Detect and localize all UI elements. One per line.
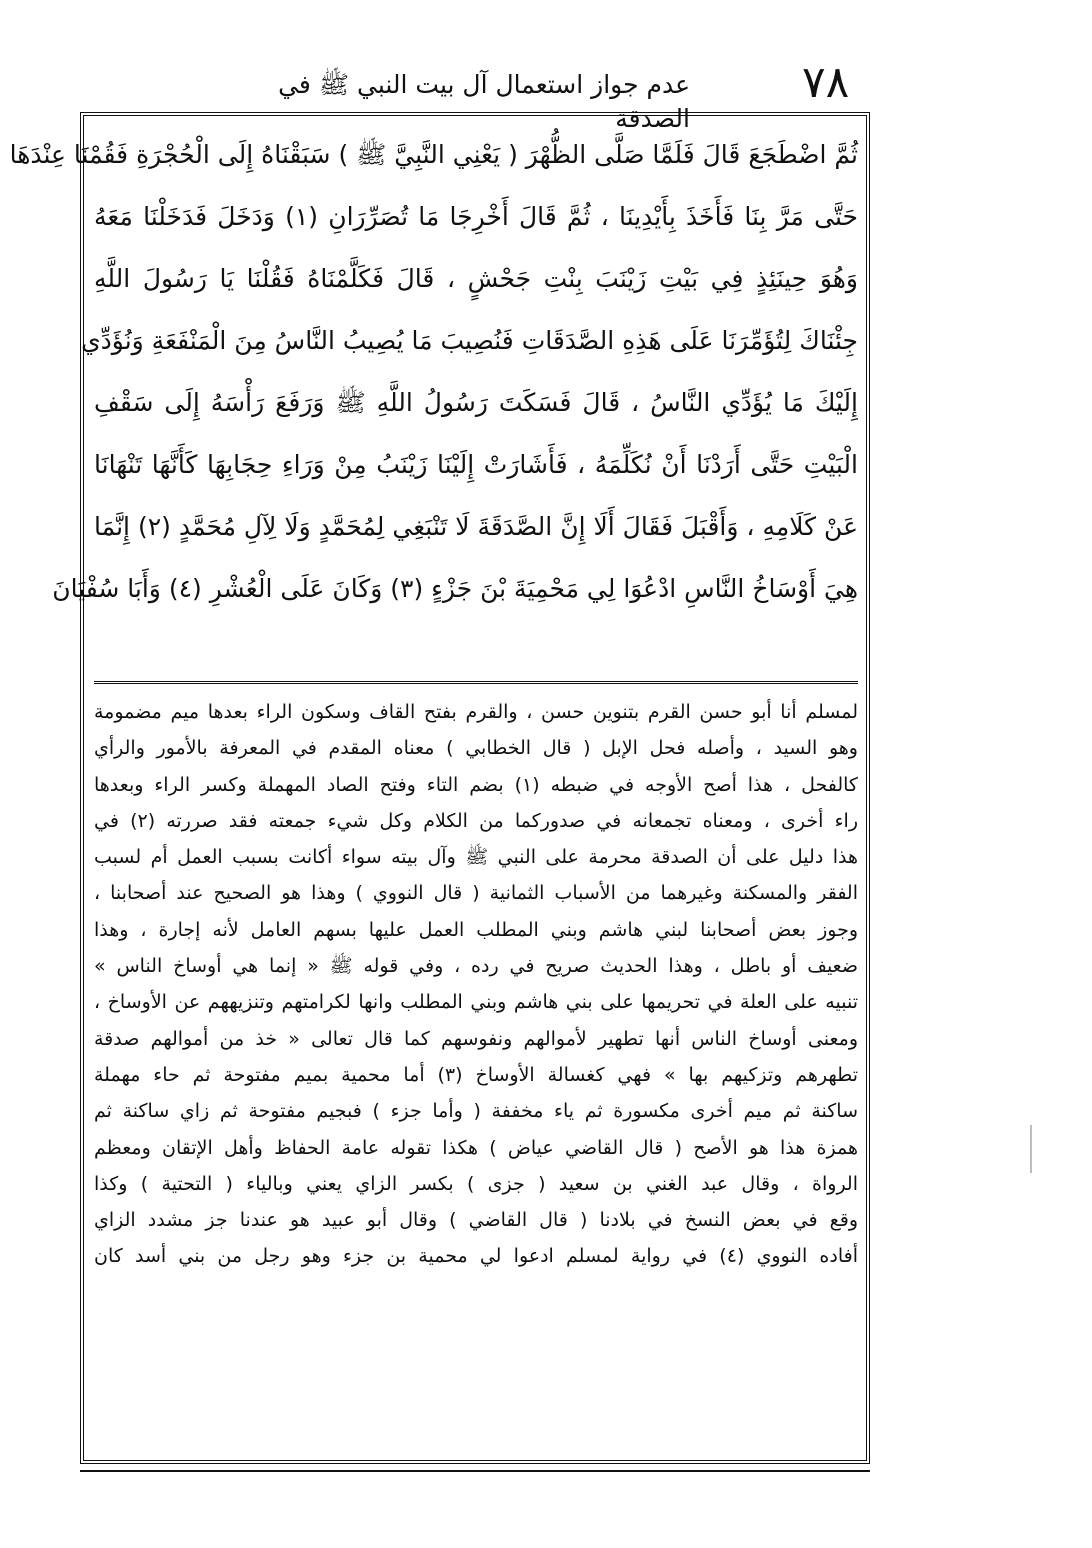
main-text-line: جِئْنَاكَ لِتُؤَمِّرَنَا عَلَى هَذِهِ الصَّدَقَاتِ فَنُصِيبَ مَا يُصِيبُ النَّاسُ مِنَ الْمَنْفَعَةِ وَنُؤَدِّي — [81, 326, 858, 355]
main-text — [9, 124, 858, 680]
footnote-line: وجوز بعض أصحابنا لبني هاشم وبني المطلب العمل عليها بسهم العامل لأنه إجارة ، وهذا — [94, 918, 858, 941]
main-text-line: الْبَيْتِ حَتَّى أَرَدْنَا أَنْ نُكَلِّمَهُ ، فَأَشَارَتْ إِلَيْنَا زَيْنَبُ مِنْ وَرَاءِ حِجَابِهَا كَأَنَّهَا تَنْهَانَا — [94, 450, 858, 479]
main-text-line: حَتَّى مَرَّ بِنَا فَأَخَذَ بِأَيْدِينَا ، ثُمَّ قَالَ أَخْرِجَا مَا تُصَرِّرَانِ (١) وَدَخَلَ فَدَخَلْنَا مَعَهُ — [94, 202, 858, 231]
footnote-line: راء أخرى ، ومعناه تجمعانه في صدوركما من الكلام وكل شيء جمعته فقد صررته (٢) في — [94, 809, 859, 832]
footnote-line: كالفحل ، هذا أصح الأوجه في ضبطه (١) بضم التاء وفتح الصاد المهملة وكسر الراء وبعدها — [94, 773, 858, 796]
footnote-line: ومعنى أوساخ الناس أنها تطهير لأموالهم ونفوسهم كما قال تعالى « خذ من أموالهم صدقة — [94, 1027, 858, 1050]
main-text-line: وَهُوَ حِينَئِذٍ فِي بَيْتِ زَيْنَبَ بِنْتِ جَحْشٍ ، قَالَ فَكَلَّمْنَاهُ فَقُلْنَا يَا رَسُولَ اللَّهِ — [94, 264, 858, 293]
main-text-line: هِيَ أَوْسَاخُ النَّاسِ ادْعُوَا لِي مَحْمِيَةَ بْنَ جَزْءٍ (٣) وَكَانَ عَلَى الْعُشْرِ (٤) وَأَبَا سُفْيَانَ — [52, 574, 858, 603]
main-text-line: عَنْ كَلَامِهِ ، وَأَقْبَلَ فَقَالَ أَلَا إِنَّ الصَّدَقَةَ لَا تَنْبَغِي لِمُحَمَّدٍ وَلَا لِآلِ مُحَمَّدٍ (٢) إِنَّمَا — [94, 512, 858, 541]
margin-mark — [1030, 1125, 1032, 1173]
footnote-line: همزة هذا هو الأصح ( قال القاضي عياض ) هكذا تقوله عامة الحفاظ وأهل الإتقان ومعظم — [94, 1136, 858, 1159]
footnote-line: ضعيف أو باطل ، وهذا الحديث صريح في رده ، وفي قوله ﷺ « إنما هي أوساخ الناس » — [94, 955, 858, 978]
footnote-line: وهو السيد ، وأصله فحل الإبل ( قال الخطابي ) معناه المقدم في المعرفة بالأمور والرأي — [94, 737, 858, 760]
footnote-line: أفاده النووي (٤) في رواية لمسلم ادعوا لي محمية بن جزء وهو رجل من بني أسد كان — [94, 1245, 858, 1268]
footnote-line: الفقر والمسكنة وغيرهما من الأسباب الثمانية ( قال النووي ) وهذا هو الصحيح عند أصحابنا ، — [94, 882, 858, 905]
main-text-line: إِلَيْكَ مَا يُؤَدِّي النَّاسُ ، قَالَ فَسَكَتَ رَسُولُ اللَّهِ ﷺ وَرَفَعَ رَأْسَهُ إِلَى سَقْفِ — [94, 388, 858, 417]
footnote-line: وقع في بعض النسخ في بلادنا ( قال القاضي ) وقال أبو عبيد هو عندنا جز مشدد الزاي — [94, 1209, 858, 1232]
footnote-line: هذا دليل على أن الصدقة محرمة على النبي ﷺ وآل بيته سواء أكانت بسبب العمل أم لسبب — [94, 846, 858, 869]
bottom-rule — [80, 1470, 870, 1472]
footnotes — [94, 694, 858, 1456]
footnote-line: لمسلم أنا أبو حسن القرم بتنوين حسن ، والقرم بفتح القاف وسكون الراء بعدها ميم مضمومة — [94, 701, 858, 723]
page-number: ٧٨ — [802, 57, 850, 108]
footnote-line: ساكنة ثم ميم أخرى مكسورة ثم ياء مخففة ( وأما جزء ) فبجيم مفتوحة ثم زاي ساكنة ثم — [94, 1100, 858, 1123]
footnote-line: تطهرهم وتزكيهم بها » فهي كغسالة الأوساخ (٣) أما محمية بميم مفتوحة ثم حاء مهملة — [94, 1063, 858, 1086]
running-title: عدم جواز استعمال آل بيت النبي ﷺ في الصدقة — [278, 70, 690, 133]
footnote-line: الرواة ، وقال عبد الغني بن سعيد ( جزى ) بكسر الزاي يعني وبالياء ( التحتية ) وكذا — [94, 1172, 858, 1195]
main-text-line: ثُمَّ اضْطَجَعَ قَالَ فَلَمَّا صَلَّى الظُّهْرَ ( يَعْنِي النَّبِيَّ ﷺ ) سَبَقْنَاهُ إِلَى الْحُجْرَةِ فَقُمْنَا عِنْدَهَا — [9, 140, 858, 169]
footnote-separator — [94, 681, 858, 684]
footnote-line: تنبيه على العلة في تحريمها على بني هاشم وبني المطلب وانها لكرامتهم وتنزيههم عن الأوساخ ، — [94, 991, 858, 1014]
